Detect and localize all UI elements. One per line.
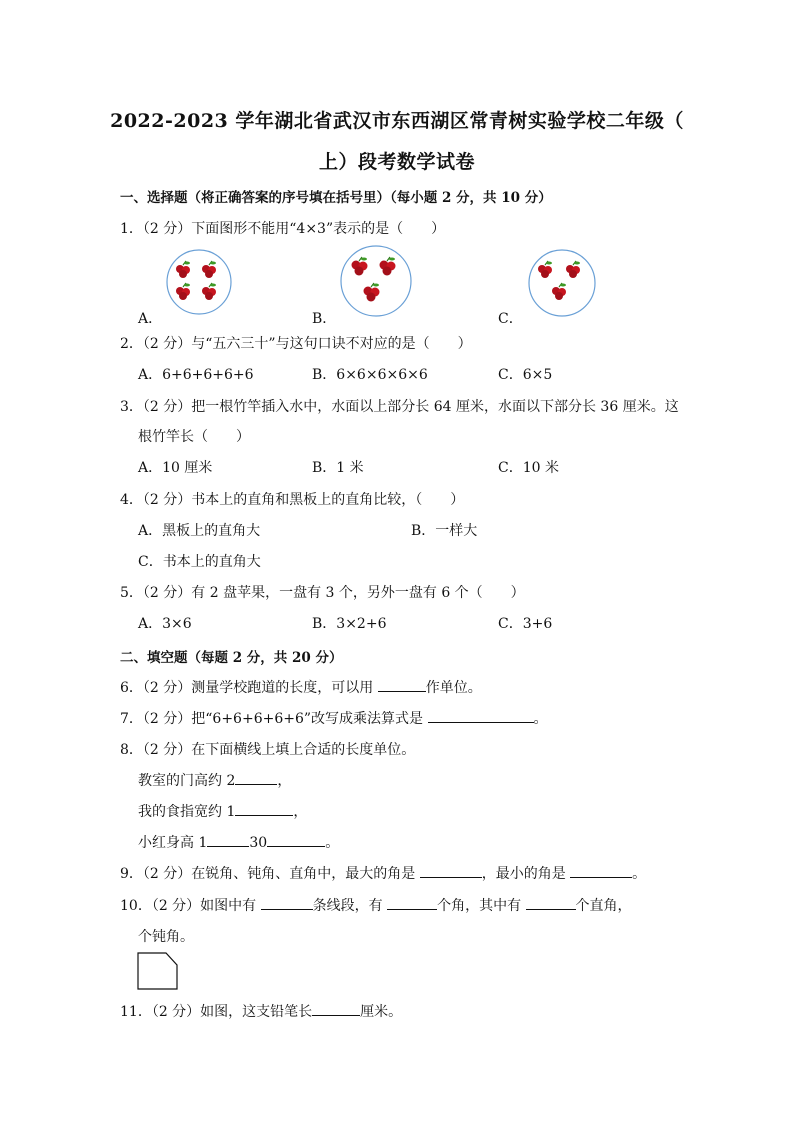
q8-item-b	[138, 801, 307, 821]
q9-text-mid: ，最小的角是	[481, 866, 571, 882]
question-10	[120, 895, 632, 915]
q9-text-after: 。	[632, 866, 647, 882]
q10-answer-blank-3[interactable]	[526, 895, 576, 910]
q5-option-c: C．3+6	[498, 616, 553, 632]
q9-text-before: 9．（2 分）在锐角、钝角、直角中，最大的角是	[120, 866, 420, 882]
q1-option-a: A．	[138, 311, 163, 327]
question-6	[120, 677, 482, 697]
q4-option-c: C．书本上的直角大	[138, 554, 261, 570]
exam-title-line2: 上）段考数学试卷	[318, 151, 475, 173]
q8b-text-before: 我的食指宽约 1	[138, 804, 236, 820]
question-5: 5．（2 分）有 2 盘苹果，一盘有 3 个，另外一盘有 6 个（ ）	[120, 585, 525, 601]
pentagon-figure	[136, 951, 180, 991]
q8c-text-before: 小红身高 1	[138, 835, 208, 851]
q8c-text-mid: 30	[249, 835, 268, 851]
exam-title-line1: 2022-2023 学年湖北省武汉市东西湖区常青树实验学校二年级（	[110, 110, 684, 132]
cherry-group-b-image	[340, 245, 412, 317]
q2-option-c: C．6×5	[498, 367, 553, 383]
question-7	[120, 708, 548, 728]
q8a-text-before: 教室的门高约 2	[138, 773, 236, 789]
question-2: 2．（2 分）与“五六三十”与这句口诀不对应的是（ ）	[120, 336, 472, 352]
question-3-continued: 根竹竿长（ ）	[138, 429, 250, 445]
q8b-text-after: ，	[293, 804, 308, 820]
q2-option-b: B．6×6×6×6×6	[312, 367, 428, 383]
q10-text-before: 10．（2 分）如图中有	[120, 898, 261, 914]
q10-answer-blank-2[interactable]	[387, 895, 437, 910]
q9-answer-blank-2[interactable]	[570, 863, 632, 878]
q8c-answer-blank-1[interactable]	[207, 832, 249, 847]
q2-option-a: A．6+6+6+6+6	[138, 367, 254, 383]
q8c-text-after: 。	[325, 835, 340, 851]
q10-continued: 个钝角。	[138, 929, 194, 945]
question-4: 4．（2 分）书本上的直角和黑板上的直角比较，（ ）	[120, 492, 465, 508]
question-8: 8．（2 分）在下面横线上填上合适的长度单位。	[120, 742, 416, 758]
q3-option-c: C．10 米	[498, 460, 559, 476]
question-11	[120, 1001, 402, 1021]
q8a-text-after: ，	[277, 773, 292, 789]
q8c-answer-blank-2[interactable]	[267, 832, 325, 847]
q11-text-before: 11．（2 分）如图，这支铅笔长	[120, 1004, 313, 1020]
q9-answer-blank-1[interactable]	[420, 863, 482, 878]
q4-option-b: B．一样大	[411, 523, 478, 539]
question-1: 1．（2 分）下面图形不能用“4×3”表示的是（ ）	[120, 221, 446, 237]
question-3: 3．（2 分）把一根竹竿插入水中，水面以上部分长 64 厘米，水面以下部分长 36 厘米。这	[120, 399, 679, 415]
question-9	[120, 863, 646, 883]
q11-answer-blank[interactable]	[312, 1001, 360, 1016]
q5-option-b: B．3×2+6	[312, 616, 387, 632]
q7-text-after: 。	[533, 711, 548, 727]
q6-answer-blank[interactable]	[378, 677, 426, 692]
q10-text-mid2: 个角，其中有	[437, 898, 526, 914]
q10-text-after: 个直角，	[575, 898, 632, 914]
section2-heading: 二、填空题（每题 2 分，共 20 分）	[120, 650, 343, 666]
q6-text-before: 6．（2 分）测量学校跑道的长度，可以用	[120, 680, 378, 696]
cherry-group-c-image	[526, 249, 598, 317]
cherry-group-a-image	[166, 249, 232, 315]
q5-option-a: A．3×6	[138, 616, 192, 632]
q3-option-a: A．10 厘米	[138, 460, 213, 476]
q1-option-b: B．	[312, 311, 337, 327]
q11-text-after: 厘米。	[360, 1004, 403, 1020]
q8b-answer-blank[interactable]	[235, 801, 293, 816]
q4-option-a: A．黑板上的直角大	[138, 523, 261, 539]
q6-text-after: 作单位。	[425, 680, 482, 696]
pentagon-shape	[138, 953, 177, 989]
q7-answer-blank[interactable]	[428, 708, 534, 723]
q7-text-before: 7．（2 分）把“6+6+6+6+6”改写成乘法算式是	[120, 711, 428, 727]
q3-option-b: B．1 米	[312, 460, 364, 476]
q8-item-a	[138, 770, 291, 790]
q8a-answer-blank[interactable]	[235, 770, 277, 785]
section1-heading: 一、选择题（将正确答案的序号填在括号里）（每小题 2 分，共 10 分）	[120, 190, 552, 206]
q10-text-mid1: 条线段，有	[312, 898, 388, 914]
q8-item-c	[138, 832, 339, 852]
q10-answer-blank-1[interactable]	[261, 895, 313, 910]
q1-option-c: C．	[498, 311, 523, 327]
